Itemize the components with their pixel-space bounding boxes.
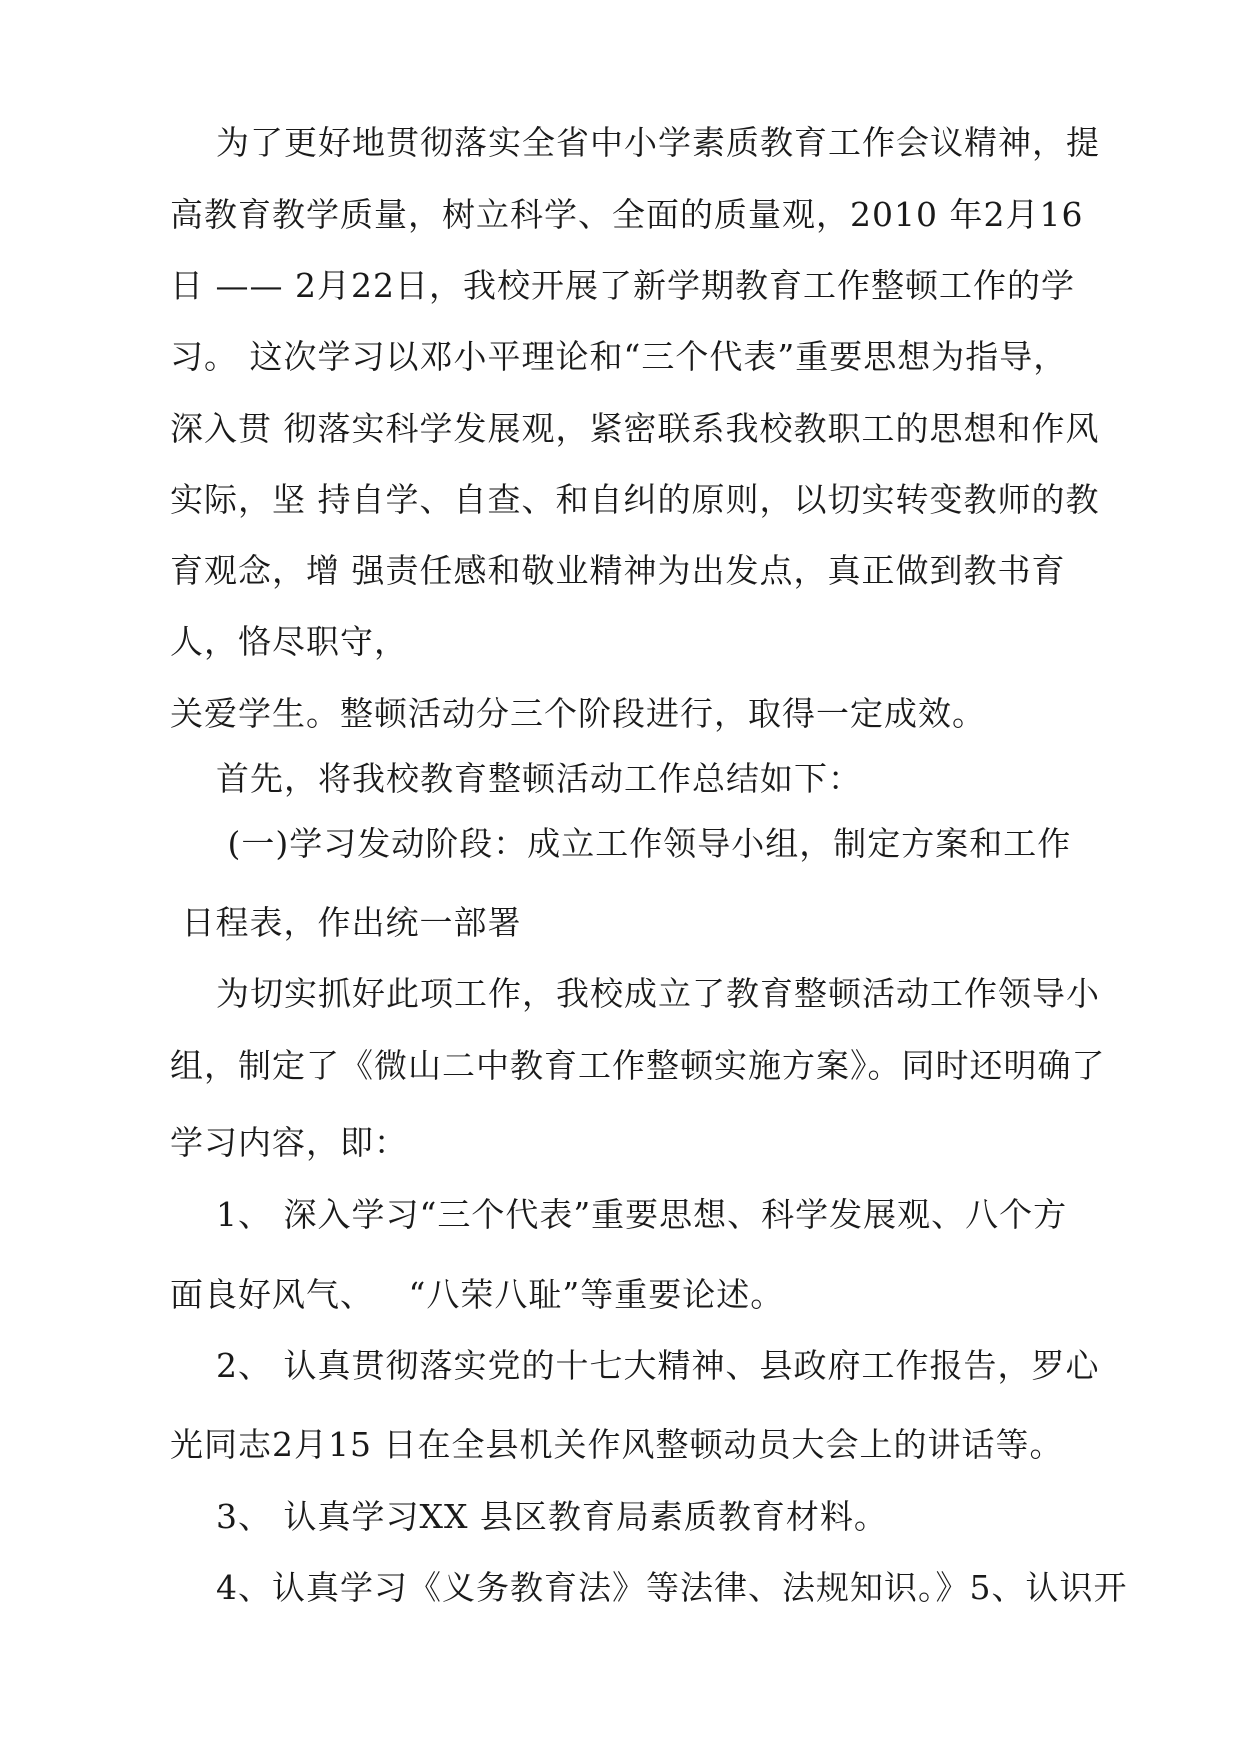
paragraph-line: 首先，将我校教育整顿活动工作总结如下：	[170, 759, 862, 798]
paragraph-line: 习。 这次学习以邓小平理论和“三个代表”重要思想为指导，	[170, 337, 1068, 376]
paragraph-line: 组，制定了《微山二中教育工作整顿实施方案》。同时还明确了	[170, 1046, 1106, 1085]
list-item-line: 1、 深入学习“三个代表”重要思想、科学发展观、八个方	[170, 1195, 1068, 1234]
paragraph-line: 关爱学生。整顿活动分三个阶段进行，取得一定成效。	[170, 694, 986, 733]
list-item-line: 光同志2月15 日在全县机关作风整顿动员大会上的讲话等。	[170, 1425, 1064, 1464]
list-item-line: 2、 认真贯彻落实党的十七大精神、县政府工作报告，罗心	[170, 1346, 1100, 1385]
list-item-line: 3、 认真学习XX 县区教育局素质教育材料。	[170, 1497, 888, 1536]
paragraph-line: 深入贯 彻落实科学发展观，紧密联系我校教职工的思想和作风	[170, 409, 1100, 448]
section-heading-line: 日程表，作出统一部署	[170, 903, 522, 942]
paragraph-line: 育观念，增 强责任感和敬业精神为出发点，真正做到教书育	[170, 551, 1066, 590]
paragraph-line: 实际，坚 持自学、自查、和自纠的原则，以切实转变教师的教	[170, 480, 1100, 519]
section-heading-line: (一)学习发动阶段：成立工作领导小组，制定方案和工作	[170, 824, 1072, 863]
paragraph-line: 为切实抓好此项工作，我校成立了教育整顿活动工作领导小	[170, 974, 1100, 1013]
list-item-line: 4、认真学习《义务教育法》等法律、法规知识。》5、认识开	[170, 1568, 1128, 1607]
paragraph-line: 日 —— 2月22日，我校开展了新学期教育工作整顿工作的学	[170, 266, 1075, 305]
list-item-line: 面良好风气、 “八荣八耻”等重要论述。	[170, 1275, 785, 1314]
paragraph-line: 人，恪尽职守，	[170, 622, 408, 661]
paragraph-line: 学习内容，即：	[170, 1123, 408, 1162]
paragraph-line: 高教育教学质量，树立科学、全面的质量观，2010 年2月16	[170, 195, 1084, 234]
paragraph-line: 为了更好地贯彻落实全省中小学素质教育工作会议精神，提	[170, 123, 1100, 162]
